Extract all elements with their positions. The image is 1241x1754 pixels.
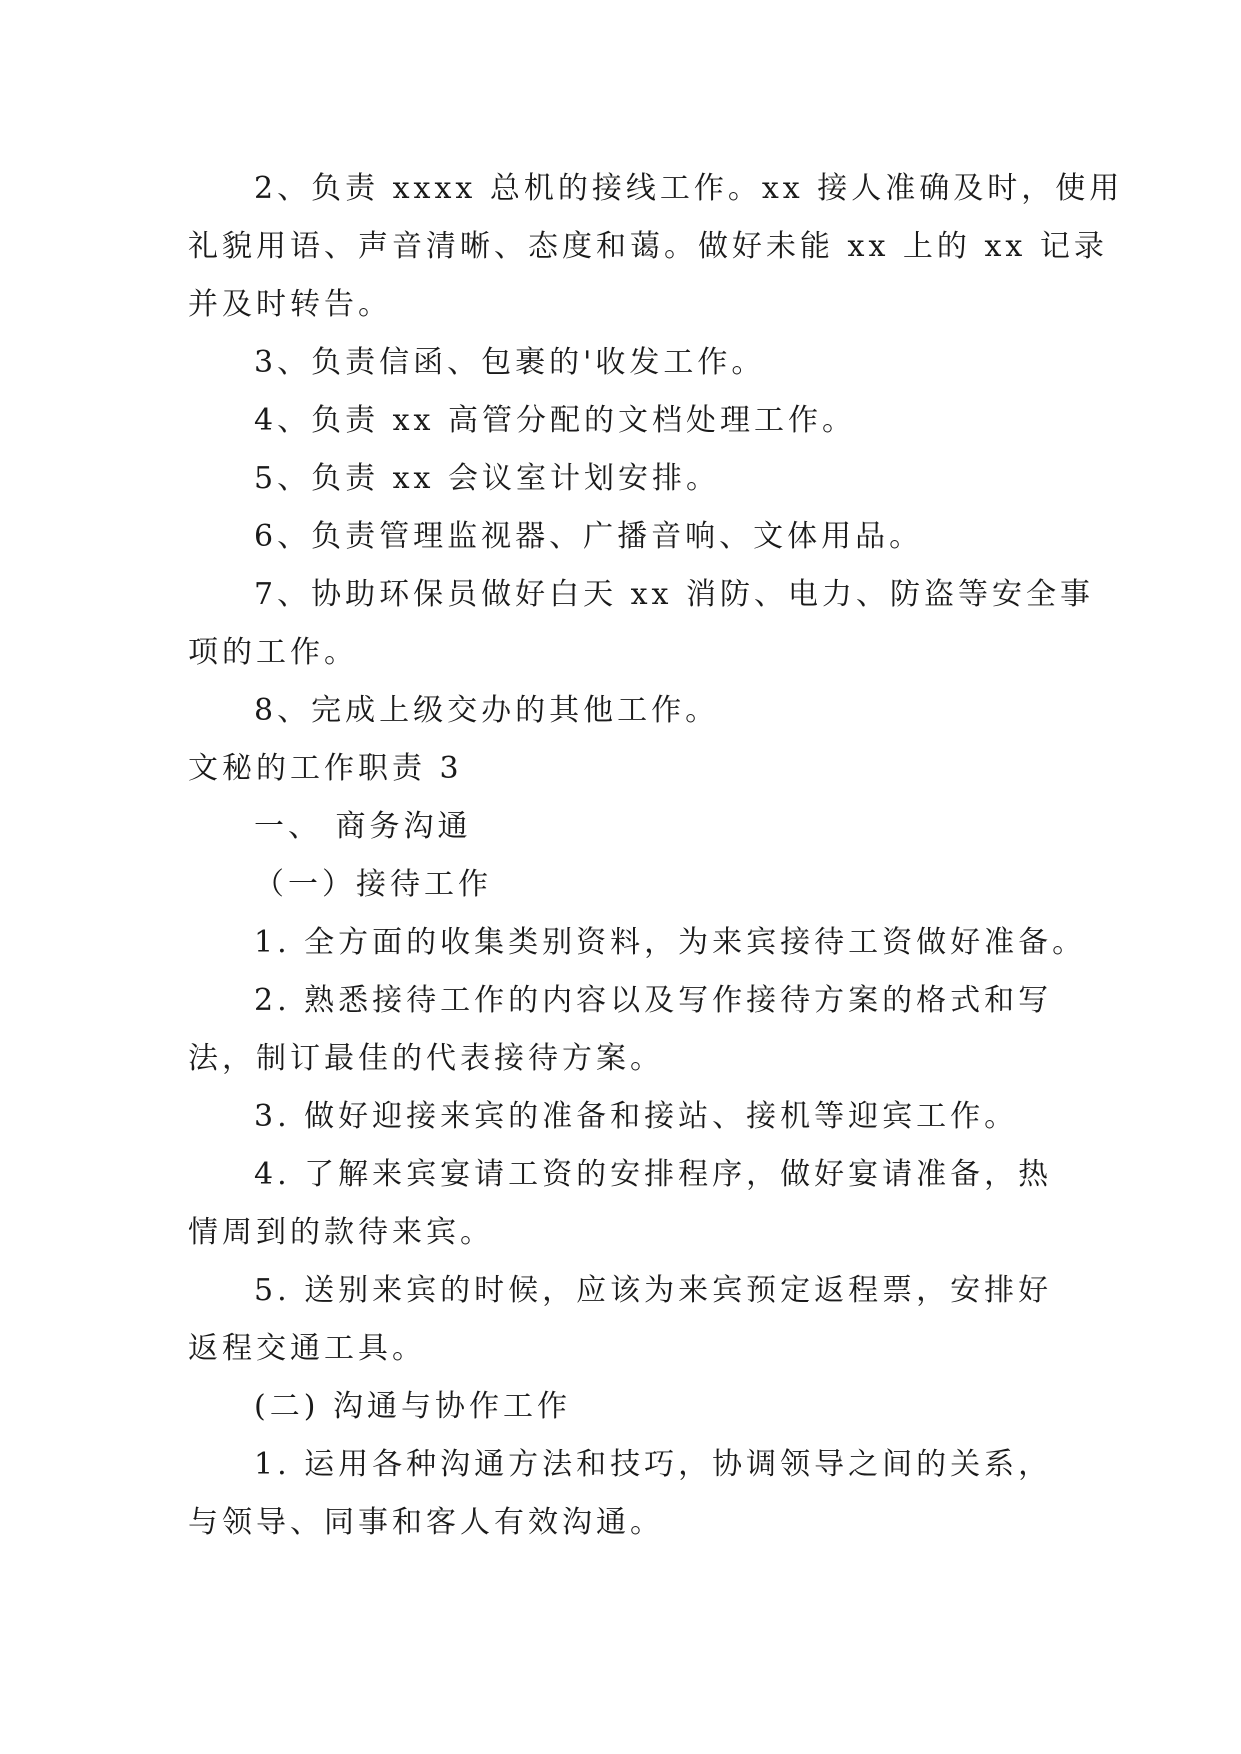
paragraph-line: 4. 了解来宾宴请工资的安排程序，做好宴请准备，热: [254, 1157, 1053, 1192]
paragraph-line: 8、完成上级交办的其他工作。: [254, 693, 720, 728]
paragraph-line: 1. 全方面的收集类别资料，为来宾接待工资做好准备。: [254, 925, 1087, 960]
paragraph-line: 项的工作。: [188, 635, 358, 670]
paragraph-line: 2、负责 xxxx 总机的接线工作。xx 接人准确及时，使用: [254, 171, 1124, 206]
paragraph-line: 3. 做好迎接来宾的准备和接站、接机等迎宾工作。: [254, 1099, 1019, 1134]
paragraph-line: 5、负责 xx 会议室计划安排。: [254, 461, 720, 496]
paragraph-line: 情周到的款待来宾。: [188, 1215, 494, 1250]
subsection-heading: 一、 商务沟通: [254, 809, 472, 844]
subsection-heading: （一）接待工作: [254, 867, 492, 902]
document-body: [188, 160, 1124, 1552]
paragraph-line: 并及时转告。: [188, 287, 392, 322]
paragraph-line: 3、负责信函、包裹的'收发工作。: [254, 345, 766, 380]
paragraph-line: 4、负责 xx 高管分配的文档处理工作。: [254, 403, 856, 438]
paragraph-line: 1. 运用各种沟通方法和技巧，协调领导之间的关系，: [254, 1447, 1053, 1482]
paragraph-line: 法，制订最佳的代表接待方案。: [188, 1041, 664, 1076]
paragraph-line: 7、协助环保员做好白天 xx 消防、电力、防盗等安全事: [254, 577, 1094, 612]
paragraph-line: 礼貌用语、声音清晰、态度和蔼。做好未能 xx 上的 xx 记录: [188, 229, 1108, 264]
subsection-heading: (二) 沟通与协作工作: [254, 1389, 571, 1424]
section-heading: 文秘的工作职责 3: [188, 751, 463, 786]
paragraph-line: 2. 熟悉接待工作的内容以及写作接待方案的格式和写: [254, 983, 1053, 1018]
paragraph-line: 返程交通工具。: [188, 1331, 426, 1366]
paragraph-line: 5. 送别来宾的时候，应该为来宾预定返程票，安排好: [254, 1273, 1053, 1308]
paragraph-line: 6、负责管理监视器、广播音响、文体用品。: [254, 519, 924, 554]
paragraph-line: 与领导、同事和客人有效沟通。: [188, 1505, 664, 1540]
